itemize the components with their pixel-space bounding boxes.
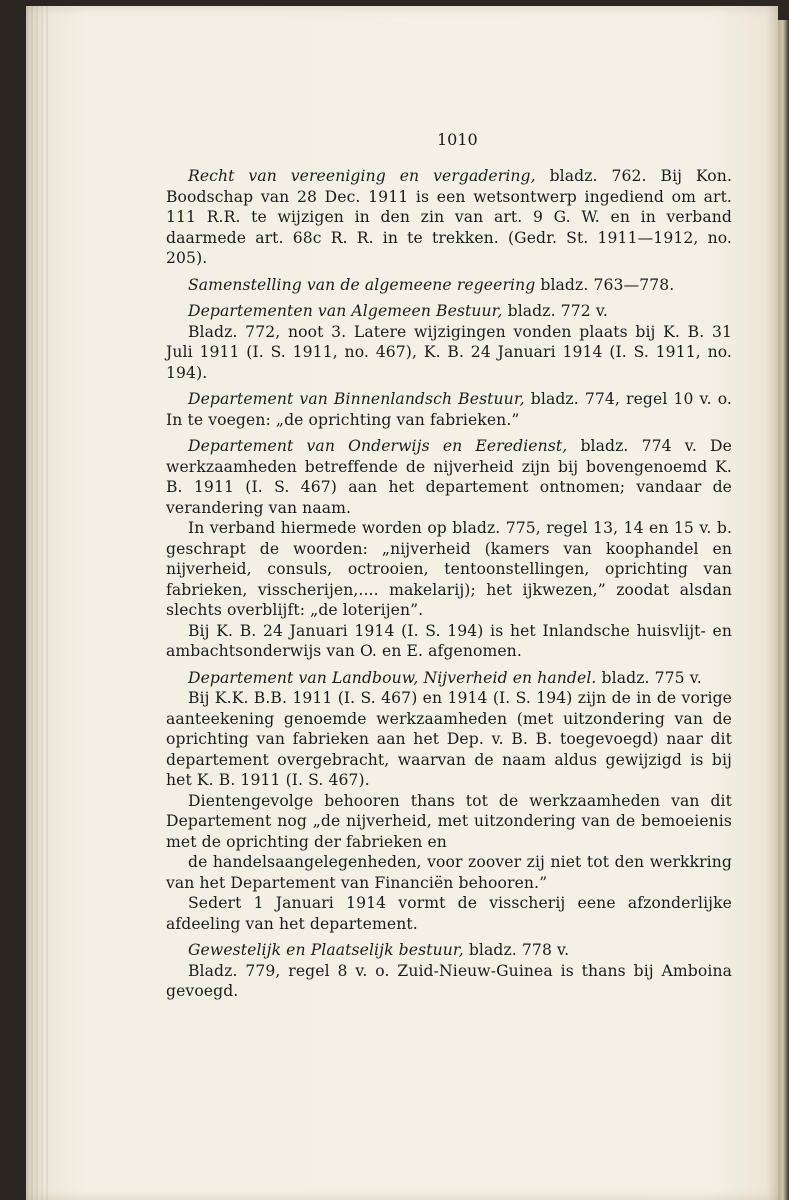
paragraph-kk-bb-1911: Bij K.K. B.B. 1911 (I. S. 467) en 1914 (I. S. 194) zijn de in de vorige aanteekening genoemde werkzaamheden (met uitzondering van de oprichting van fabrieken aan het Dep. v. B. B. toegevoegd) naar dit departement overgebracht, waarvan de naam aldus gewijzigd is bij het K. B. 1911 (I. S. 467). xyxy=(166,689,732,789)
paragraph-recht-van-vereeniging: Recht van vereeniging en vergadering, bladz. 762. Bij Kon. Boodschap van 28 Dec. 1911 is een wetsontwerp ingediend om art. 111 R.R. te wijzigen in den zin van art. 9 G. W. en in verband daarmede art. 68c R. R. in te trekken. (Gedr. St. 1911—1912, no. 205). xyxy=(166,167,732,267)
paragraph-huisvlijt-onderwijs: Bij K. B. 24 Januari 1914 (I. S. 194) is het Inlandsche huisvlijt- en ambachtsonderwijs van O. en E. afgenomen. xyxy=(166,621,732,660)
page-text xyxy=(166,166,732,1002)
book-gutter xyxy=(26,6,50,1200)
page-number: 1010 xyxy=(437,130,478,149)
paragraph-bladz-772-noot: Bladz. 772, noot 3. Latere wijzigingen vonden plaats bij K. B. 31 Juli 1911 (I. S. 1911, no. 467), K. B. 24 Januari 1914 (I. S. 1911, no. 194). xyxy=(166,322,732,382)
paragraph-samenstelling: Samenstelling van de algemeene regeering bladz. 763—778. xyxy=(188,275,675,294)
paragraph-onderwijs-en-eeredienst: Departement van Onderwijs en Eeredienst, bladz. 774 v. De werkzaamheden betreffende de nijverheid zijn bij bovengenoemd K. B. 1911 (I. S. 467) aan het departement ontnomen; vandaar de verandering van naam. xyxy=(166,437,732,517)
paragraph-in-verband-hiermede: In verband hiermede worden op bladz. 775, regel 13, 14 en 15 v. b. geschrapt de woorden: „nijverheid (kamers van koophandel en nijverheid, consuls, octrooien, tentoonstellingen, oprichting van fabrieken, visscherijen,.... makelarij); het ijkwezen,” zoodat alsdan slechts overblijft: „de loterijen”. xyxy=(166,519,732,619)
paragraph-binnenlandsch-bestuur: Departement van Binnenlandsch Bestuur, bladz. 774, regel 10 v. o. In te voegen: „de oprichting van fabrieken.” xyxy=(166,390,732,429)
paragraph-dientengevolge: Dientengevolge behooren thans tot de werkzaamheden van dit Departement nog „de nijverheid, met uitzondering van de bemoeienis met de oprichting der fabrieken en xyxy=(166,791,732,851)
paragraph-bladz-779: Bladz. 779, regel 8 v. o. Zuid-Nieuw-Guinea is thans bij Amboina gevoegd. xyxy=(166,961,732,1000)
paragraph-handelsaangelegenheden: de handelsaangelegenheden, voor zoover zij niet tot den werkkring van het Departement van Financiën behooren.” xyxy=(166,853,732,892)
paragraph-departementen-algemeen-bestuur: Departementen van Algemeen Bestuur, bladz. 772 v. xyxy=(188,302,608,320)
paragraph-gewestelijk-bestuur: Gewestelijk en Plaatselijk bestuur, bladz. 778 v. xyxy=(188,941,570,959)
paragraph-landbouw-nijverheid-handel: Departement van Landbouw, Nijverheid en handel. bladz. 775 v. xyxy=(188,668,702,687)
page-edge xyxy=(778,20,789,1200)
paragraph-sedert-1914: Sedert 1 Januari 1914 vormt de visscherij eene afzonderlijke afdeeling van het departement. xyxy=(166,894,732,933)
